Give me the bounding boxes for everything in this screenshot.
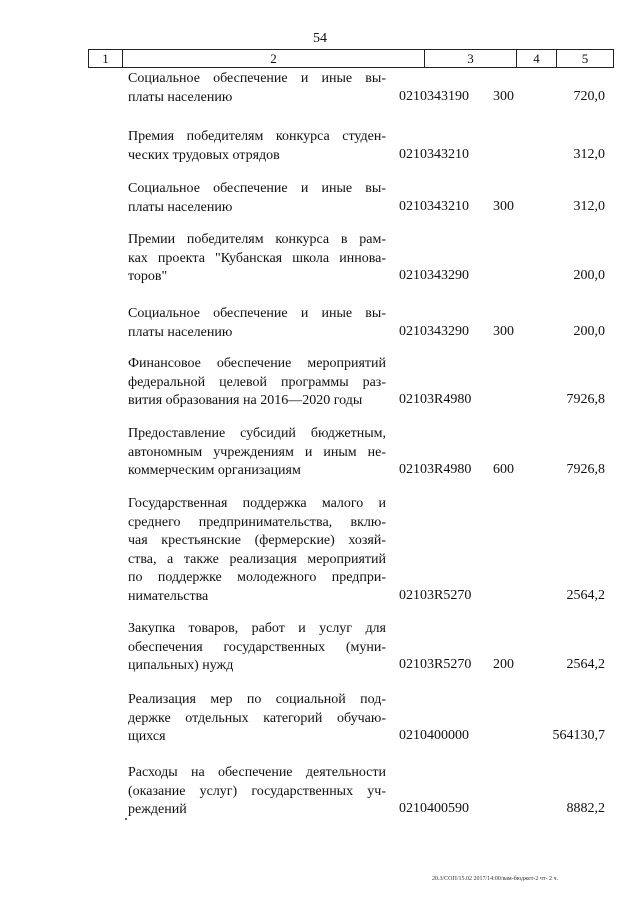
description-line: Государственная поддержка малого и [128, 496, 386, 511]
row-description [128, 128, 386, 165]
row-expense-type: 300 [493, 323, 514, 339]
description-line: ках проекта "Кубанская школа иннова- [128, 250, 386, 266]
row-description [128, 305, 386, 342]
header-col-5: 5 [581, 51, 589, 66]
footer-stamp: 20.3/СОП/15.02 2017/14:00/вам-бюджет-2 чт- 2 ч. [432, 876, 559, 882]
description-line: федеральной целевой программы раз- [128, 374, 386, 390]
description-line: реждений [128, 802, 187, 817]
row-amount: 8882,2 [566, 801, 605, 816]
row-code: 0210400590 [399, 801, 469, 816]
description-line: Премии победителям конкурса в рам- [128, 232, 386, 247]
description-line: держке отдельных категорий обучаю- [128, 710, 386, 726]
row-code: 0210343190 [399, 88, 469, 104]
description-line: среднего предпринимательства, вклю- [128, 514, 386, 530]
description-line: Закупка товаров, работ и услуг для [128, 621, 386, 636]
description-line: Реализация мер по социальной под- [128, 692, 386, 707]
row-description [128, 355, 386, 411]
row-code: 02103R5270 [399, 587, 472, 603]
description-line: Финансовое обеспечение мероприятий [128, 356, 386, 371]
row-code: 0210343210 [399, 198, 469, 214]
row-code: 0210343210 [399, 146, 469, 162]
description-line: вития образования на 2016—2020 годы [128, 393, 363, 408]
row-code: 02103R4980 [399, 392, 472, 407]
row-description [128, 231, 386, 287]
description-line: чая крестьянские (фермерские) хозяй- [128, 533, 386, 548]
description-line: коммерческим организациям [128, 463, 301, 478]
row-description [128, 764, 386, 820]
row-code: 02103R5270 [399, 657, 472, 672]
row-code: 02103R4980 [399, 462, 472, 477]
description-line: платы населению [128, 199, 233, 215]
description-line: обеспечения государственных (муни- [128, 639, 386, 655]
description-line: Социальное обеспечение и иные вы- [128, 181, 386, 196]
row-amount: 312,0 [573, 146, 605, 162]
description-line: по поддержке молодежного предпри- [128, 570, 386, 585]
row-amount: 2564,2 [566, 657, 605, 672]
description-line: ства, а также реализация мероприятий [128, 551, 386, 567]
row-expense-type: 300 [493, 88, 514, 104]
description-line: Предоставление субсидий бюджетным, [128, 426, 386, 441]
row-description [128, 70, 386, 107]
row-amount: 200,0 [573, 268, 605, 283]
row-description [128, 620, 386, 676]
header-col-3: 3 [425, 50, 517, 67]
description-line: нимательства [128, 588, 209, 604]
row-code: 0210343290 [399, 268, 469, 283]
row-code: 0210343290 [399, 323, 469, 339]
header-col-4: 4 [517, 50, 557, 67]
row-expense-type: 600 [493, 462, 514, 477]
scan-speck [125, 818, 127, 820]
description-line: щихся [128, 729, 166, 744]
description-line: торов" [128, 269, 168, 284]
row-amount: 720,0 [573, 88, 605, 104]
row-description [128, 495, 386, 606]
description-line: Социальное обеспечение и иные вы- [128, 71, 386, 86]
row-amount: 312,0 [573, 198, 605, 214]
description-line: (оказание услуг) государственных уч- [128, 783, 386, 799]
row-amount: 564130,7 [552, 728, 605, 743]
description-line: автономным учреждениям и иным не- [128, 444, 386, 460]
row-description [128, 180, 386, 217]
description-line: ципальных) нужд [128, 658, 234, 673]
description-line: платы населению [128, 324, 233, 340]
description-line: Расходы на обеспечение деятельности [128, 765, 386, 780]
header-col-2: 2 [123, 50, 425, 67]
row-amount: 200,0 [573, 323, 605, 339]
row-expense-type: 200 [493, 657, 514, 672]
row-code: 0210400000 [399, 728, 469, 743]
row-amount: 2564,2 [566, 587, 605, 603]
description-line: Социальное обеспечение и иные вы- [128, 306, 386, 321]
page-number: 54 [313, 31, 327, 46]
row-description [128, 425, 386, 481]
table-header [88, 49, 614, 68]
row-expense-type: 300 [493, 198, 514, 214]
row-amount: 7926,8 [566, 462, 605, 477]
description-line: ческих трудовых отрядов [128, 147, 280, 163]
row-amount: 7926,8 [566, 392, 605, 407]
header-col-1: 1 [89, 50, 123, 67]
row-description [128, 691, 386, 747]
description-line: Премия победителям конкурса студен- [128, 129, 386, 144]
description-line: платы населению [128, 89, 233, 105]
